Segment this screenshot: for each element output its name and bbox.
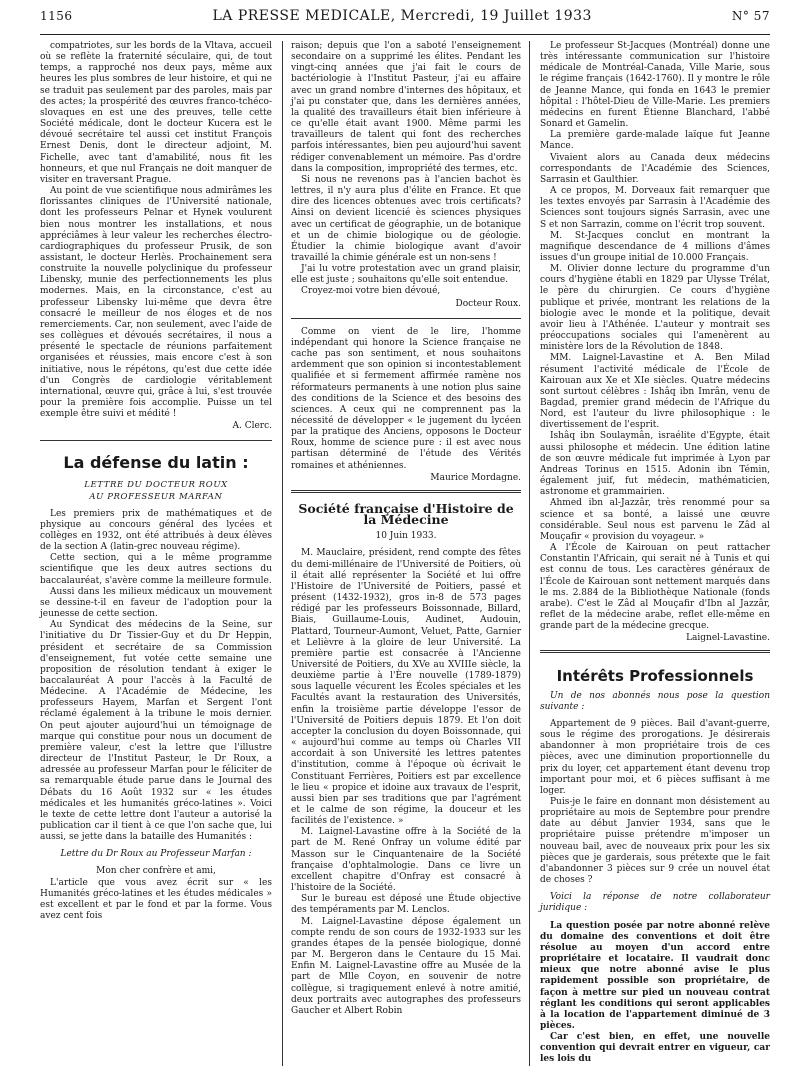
paragraph: M. Mauclaire, président, rend compte des fêtes du demi-millénaire de l'Université de Poitiers, où il était allé représenter la Société et lui offre l'Histoire de l'Université de Poitiers, passé et présent (1432-1932), gros in-8 de 573 pages rédigé par les professeurs Boissonnade, Billard, Biais, Guillaume-Louis, Audinet, Audouin, Plattard, Tourneur-Aumont, Veluet, Patte, Garnier et Lelièvre à la gloire de leur Université. La première partie est consacrée à l'Ancienne Université de Poitiers, du XVe au XVIIIe siècle, la deuxième partie à l'Ère nouvelle (1789-1879) sous laquelle vécurent les Écoles spéciales et les Facultés avant la restauration des Universités, enfin la troisième partie développe l'essor de l'Université de Poitiers depuis 1879. Et l'on doit accepter la conclusion du doyen Boissonnade, qui « aujourd'hui comme au temps où Charles VII accordait à son Université les lettres patentes d'institution, comme à l'époque où écrivait le Constituant Ferrières, Poitiers est par excellence le lieu « propice et idoine aux travaux de l'esprit, aussi bien par ses traditions que par l'agrément et le calme de son régime, la douceur et les facilités de l'existence. » [291,548,521,827]
subtitle: AU PROFESSEUR MARFAN [89,491,223,502]
columns [40,41,770,1066]
divider [40,440,272,441]
column-3 [530,41,770,1066]
paragraph: La première garde-malade laïque fut Jeanne Mance. [540,130,770,152]
paragraph: raison; depuis que l'on a saboté l'enseignement secondaire on a supprimé les élites. Pendant les vingt-cinq années que j'ai fait le cours de bactériologie à l'Institut Pasteur, j'ai eu affaire avec un grand nombre d'internes des hôpitaux, et j'ai pu constater que, dans les dernières années, la qualité des travailleurs était bien inférieure à ce qu'elle était avant 1900. Même parmi les travailleurs de talent qui font des recherches parfois intéressantes, bien peu aujourd'hui savent rédiger convenablement un mémoire. Pas d'ordre dans la composition, impropriété des termes, etc. [291,41,521,174]
paragraph: Les premiers prix de mathématiques et de physique au concours général des lycées et collèges en 1932, ont été attribués à deux élèves de la section A (latin-grec nouveau régime). [40,508,272,553]
paragraph: MM. Laignel-Lavastine et A. Ben Milad résument l'activité médicale de l'École de Kairouan aux Xe et XIe siècles. Quatre médecins sont surtout célèbres : Ishâq ibn Imrân, venu de Bagdad, premier grand médecin de l'Afrique du Nord, est l'auteur du livre philosophique : le divertissement de l'esprit. [540,353,770,431]
paragraph: Si nous ne revenons pas à l'ancien bachot ès lettres, il n'y aura plus d'élite en France. Et que dire des licences obtenues avec trois certificats? Ainsi on devient licencié ès sciences physiques avec un certificat de géographie, un de botanique et un de chimie biologique ou de géologie. Étudier la chimie biologique avant d'avoir travaillé la chimie générale est un non-sens ! [291,174,521,263]
paragraph: L'article que vous avez écrit sur « les Humanités gréco-latines et les études médicales » est excellent et par le fond et par la forme. Vous avez cent fois [40,877,272,922]
page-header [40,8,770,35]
letter-salutation: Mon cher confrère et ami, [96,866,216,877]
paragraph: La question posée par notre abonné relève du domaine des conventions et doit être résolue au moyen d'un accord entre propriétaire et locataire. Il vaudrait donc mieux que notre abonné avise le plus rapidement possible son propriétaire, de façon à mettre sur pied un nouveau contrat réglant les conditions qui seront applicables à la location de l'appartement diminué de 3 pièces. [540,920,770,1031]
paragraph: A ce propos, M. Dorveaux fait remarquer que les textes envoyés par Sarrasin à l'Académie des Sciences sont toujours signés Sarrasin, avec une S et non Sarrazin, comme on l'écrit trop souvent. [540,186,770,230]
session-date: 10 Juin 1933. [375,531,437,542]
page-number: 1156 [40,9,73,23]
paragraph: J'ai lu votre protestation avec un grand plaisir, elle est juste ; souhaitons qu'elle soit entendue. [291,264,521,286]
paragraph: M. Laignel-Lavastine dépose également un compte rendu de son cours de 1932-1933 sur les grandes étapes de la pensée biologique, donné par M. Bergeron dans le Centaure du 15 Mai. Enfin M. Laignel-Lavastine offre au Musée de la part de Mlle Coyon, en souvenir de notre collègue, si tragiquement enlevé à notre amitié, deux portraits avec autographes des professeurs Gaucher et Albert Robin [291,916,521,1016]
paragraph: Au Syndicat des médecins de la Seine, sur l'initiative du Dr Tissier-Guy et du Dr Heppin, président et secrétaire de sa Commission d'enseignement, fut votée cette semaine une proposition de résolution tendant à exiger le baccalauréat A pour l'accès à la Faculté de Médecine. A l'Académie de Médecine, les professeurs Hayem, Marfan et Sergent l'ont réclamé également à la tribune le mois dernier. On peut ajouter aujourd'hui un témoignage de marque qui constitue pour nous un document de première valeur, c'est la lettre que l'illustre directeur de l'Institut Pasteur, le Dr Roux, a adressée au professeur Marfan pour le féliciter de sa remarquable étude parue dans le Journal des Débats du 16 Août 1932 sur « les études médicales et les humanités gréco-latines ». Voici le texte de cette lettre dont l'auteur a autorisé la publication car il tient à ce que l'on sache que, lui aussi, se jette dans la bataille des Humanités : [40,620,272,843]
paragraph: Vivaient alors au Canada deux médecins correspondants de l'Académie des Sciences, Sarrasin et Gaulthier. [540,152,770,185]
section-title-societe: Société française d'Histoire de la Médecine [298,500,514,528]
paragraph: M. Laignel-Lavastine offre à la Société de la part de M. René Onfray un volume édité par Masson sur le Cinquantenaire de la Société française d'ophtalmologie. Dans ce livre un excellent chapitre d'Onfray est consacré à l'histoire de la Société. [291,827,521,894]
letter-heading: Lettre du Dr Roux au Professeur Marfan : [60,849,252,860]
subtitle: LETTRE DU DOCTEUR ROUX [84,479,228,490]
signature: Laignel-Lavastine. [686,633,770,644]
paragraph: M. Olivier donne lecture du programme d'un cours d'hygiène établi en 1829 par Ulysse Trélat, le père du chirurgien. Ce cours d'hygiène publique et privée, montrant les relations de la biologie avec le monde et la politique, devait avoir lieu à l'Athénée. L'auteur y montrait ses préoccupations sociales qui l'amenèrent au ministère lors de la Révolution de 1848. [540,264,770,353]
paragraph: A l'École de Kairouan on peut rattacher Constantin l'Africain, qui serait né à Tunis et qui est connu de tous. Les caractères généraux de l'École de Kairouan sont nettement marqués dans le ms. 2.884 de la Bibliothèque Nationale (fonds arabe). C'est le Zâd al Mouçafir d'Ibn al Jazzâr, reflet de la médecine arabe, reflet elle-même en grande part de la médecine grecque. [540,543,770,632]
answer-intro: Voici la réponse de notre collaborateur juridique : [540,892,770,914]
paragraph: Au point de vue scientifique nous admirâmes les florissantes cliniques de l'Université nationale, dont les professeurs Pelnar et Hynek voulurent bien nous montrer les installations, et nous appréciâmes à leur valeur les recherches électro-cardiographiques du professeur Prusik, de son assistant, le docteur Herlès. Prochainement sera construite la nouvelle polyclinique du professeur Libensky, munie des perfectionnements les plus modernes. Mais, en la circonstance, c'est au professeur Libensky lui-même que devra être consacré le meilleur de nos éloges et de nos remerciements. Car, non seulement, avec l'aide de ses collègues et dévoués secrétaires, il nous a présenté le spectacle de réunions parfaitement organisées et réussies, mais encore c'est à son initiative, nous le répétons, qu'est due cette idée d'un Congrès de cardiologie véritablement international, œuvre qui, grâce à lui, s'est trouvée pour la première fois accomplie. Puisse un tel exemple être suivi et médité ! [40,186,272,420]
issue-number: N° 57 [731,9,770,23]
paragraph: Le professeur St-Jacques (Montréal) donne une très intéressante communication sur l'histoire médicale de Montréal-Canada, Ville Marie, sous le régime français (1642-1760). Il y montre le rôle de Jeanne Mance, qui fonda en 1643 le premier hôpital : l'hôtel-Dieu de Ville-Marie. Les premiers médecins en furent Étienne Blanchard, l'abbé Sonard et Gamelin. [540,41,770,130]
publication-title: LA PRESSE MEDICALE, Mercredi, 19 Juillet 1933 [212,8,592,24]
signature: Maurice Mordagne. [430,472,521,483]
paragraph: Appartement de 9 pièces. Bail d'avant-guerre, sous le régime des prorogations. Je désirerais abandonner à mon propriétaire trois de ces pièces, avec une diminution proportionnelle du prix du loyer, cet appartement étant devenu trop important pour moi, et 6 pièces suffisant à me loger. [540,718,770,796]
paragraph: Ahmed ibn al-Jazzâr, très renommé pour sa science et sa bonté, a laissé une œuvre considérable. Seul nous est parvenu le Zâd al Mouçafir « provision du voyageur. » [540,498,770,542]
paragraph: compatriotes, sur les bords de la Vltava, accueil où se reflète la fraternité séculaire, qui, de tout temps, a rapproché nos deux pays, même aux heures les plus sombres de leur histoire, et qui ne se traduit pas seulement par des paroles, mais par des actes; la prospérité des œuvres franco-tchéco-slovaques en est une des preuves, telle cette Société médicale, dont le docteur Kucera est le dévoué secrétaire tel aussi cet institut François Ernest Denis, dont le directeur adjoint, M. Fichelle, avec tant d'amabilité, nous fit les honneurs, et que nul Français ne doit manquer de visiter en traversant Prague. [40,41,272,185]
paragraph: Croyez-moi votre bien dévoué, [301,286,441,297]
divider [291,318,521,319]
section-title-interets: Intérêts Professionnels [556,667,754,686]
paragraph: Car c'est bien, en effet, une nouvelle convention qui devrait entrer en vigueur, car les lois du [540,1032,770,1065]
question-intro: Un de nos abonnés nous pose la question suivante : [540,690,770,712]
signature: Docteur Roux. [455,298,521,309]
section-title-latin: La défense du latin : [63,453,249,473]
paragraph: Comme on vient de le lire, l'homme indépendant qui honore la Science française ne cache pas son sentiment, et nous souhaitons ardemment que son opinion si incontestablement qualifiée et si fermement affirmée ramène nos réformateurs permanents à une notion plus saine des conditions de la Science et des besoins des sciences. A ceux qui ne comprennent pas la nécessité de développer « le jugement du lycéen par la pratique des Anciens, opposons le Docteur Roux, homme de science pure : il est avec nous partisan déterminé de l'étude des Vérités romaines et athéniennes. [291,326,521,471]
paragraph: M. St-Jacques conclut en montrant la magnifique descendance de 4 millions d'âmes issues d'un groupe initial de 10.000 Français. [540,230,770,263]
paragraph: Aussi dans les milieux médicaux un mouvement se dessine-t-il en faveur de l'adoption pour la jeunesse de cette section. [40,586,272,620]
column-1 [40,41,282,1066]
paragraph: Ishâq ibn Soulaymân, israélite d'Egypte, était aussi philosophe et médecin. Une édition latine de son œuvre médicale fut imprimée à Lyon par Andreas Torinus en 1515. Adonin ibn Témin, également juif, fut médecin, mathématicien, astronome et grammairien. [540,431,770,498]
paragraph: Cette section, qui a le même programme scientifique que les deux autres sections du baccalauréat, s'avère comme la meilleure formule. [40,553,272,586]
divider [540,650,770,653]
column-2 [282,41,530,1066]
paragraph: Sur le bureau est déposé une Étude objective des tempéraments par M. Lenclos. [291,894,521,916]
divider [291,490,521,493]
paragraph: Puis-je le faire en donnant mon désistement au propriétaire au mois de Septembre pour prendre date au début Janvier 1934, sans que le propriétaire puisse prétendre m'imposer un nouveau bail, avec de nouveaux prix pour les six pièces que je garderais, sous prétexte que le fait d'abandonner 3 pièces sur 9 crée un nouvel état de choses ? [540,797,770,886]
signature: A. Clerc. [232,421,272,432]
